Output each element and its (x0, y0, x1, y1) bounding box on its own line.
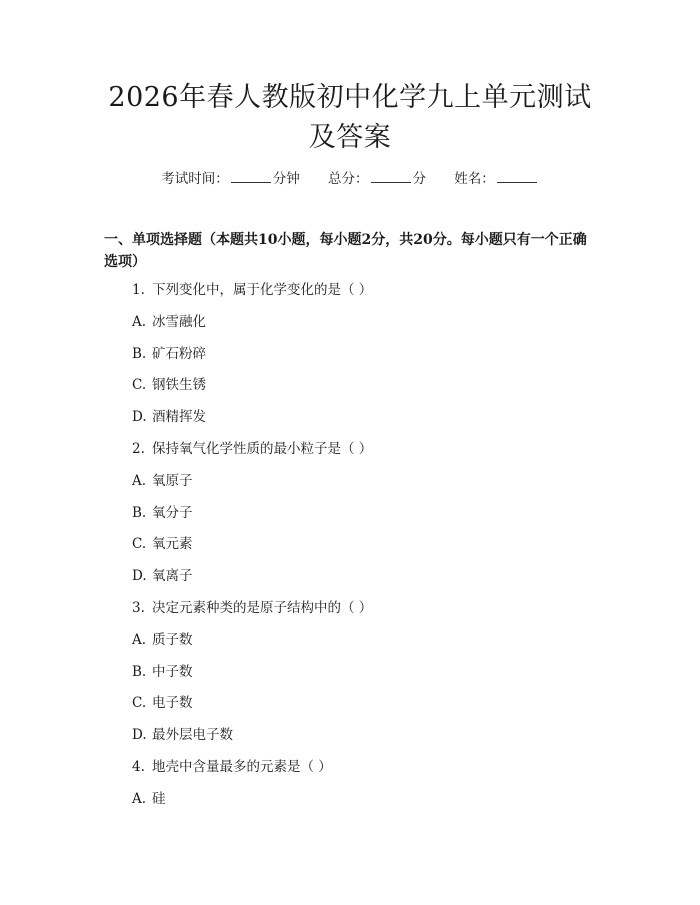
answer-option[interactable] (132, 343, 572, 375)
question-text: 决定元素种类的是原子结构中的（ ） (152, 599, 373, 616)
option-text: 电子数 (152, 695, 193, 712)
option-text: 氧分子 (152, 504, 193, 521)
option-text: 氧元素 (152, 536, 193, 553)
answer-option[interactable] (132, 724, 572, 756)
answer-option[interactable] (132, 565, 572, 597)
option-letter: A. (132, 472, 147, 489)
question-stem (132, 597, 572, 629)
option-letter: A. (132, 631, 147, 648)
total-score-field (328, 168, 426, 189)
total-score-unit: 分 (412, 171, 426, 187)
answer-option[interactable] (132, 502, 572, 534)
exam-time-field (161, 168, 300, 189)
exam-time-blank[interactable] (231, 168, 271, 183)
answer-option[interactable] (132, 470, 572, 502)
question-number: 3. (132, 599, 145, 616)
option-letter: C. (132, 695, 147, 712)
exam-time-label: 考试时间： (161, 171, 229, 187)
name-field (454, 168, 539, 189)
option-text: 钢铁生锈 (152, 377, 206, 394)
question-stem (132, 279, 572, 311)
answer-option[interactable] (132, 692, 572, 724)
answer-option[interactable] (132, 629, 572, 661)
question-stem (132, 438, 572, 470)
option-text: 最外层电子数 (152, 727, 233, 744)
option-text: 冰雪融化 (152, 313, 206, 330)
option-text: 质子数 (152, 631, 193, 648)
answer-option[interactable] (132, 406, 572, 438)
option-text: 矿石粉碎 (152, 345, 206, 362)
option-letter: A. (132, 313, 147, 330)
question-number: 4. (132, 758, 145, 775)
option-text: 氧离子 (152, 568, 193, 585)
question-text: 地壳中含量最多的元素是（ ） (152, 758, 332, 775)
option-letter: B. (132, 504, 147, 521)
option-letter: D. (132, 727, 147, 744)
option-text: 硅 (152, 790, 166, 807)
question-list (132, 279, 572, 820)
option-letter: B. (132, 663, 147, 680)
section-heading: 一、单项选择题（本题共10小题，每小题2分，共20分。每小题只有一个正确选项） (104, 232, 587, 270)
answer-option[interactable] (132, 788, 572, 820)
total-score-label: 总分： (328, 171, 369, 187)
option-text: 氧原子 (152, 472, 193, 489)
name-label: 姓名： (454, 171, 495, 187)
answer-option[interactable] (132, 533, 572, 565)
question-text: 保持氧气化学性质的最小粒子是（ ） (152, 440, 373, 457)
name-blank[interactable] (497, 168, 537, 183)
option-letter: D. (132, 409, 147, 426)
question-text: 下列变化中，属于化学变化的是（ ） (152, 282, 373, 298)
answer-option[interactable] (132, 311, 572, 343)
option-letter: A. (132, 790, 147, 807)
option-letter: B. (132, 345, 147, 362)
answer-option[interactable] (132, 661, 572, 693)
question-number: 1. (132, 282, 145, 298)
exam-time-unit: 分钟 (272, 171, 300, 187)
question-number: 2. (132, 440, 145, 457)
exam-meta (0, 168, 700, 189)
answer-option[interactable] (132, 374, 572, 406)
option-text: 酒精挥发 (152, 409, 206, 426)
document-title: 2026年春人教版初中化学九上单元测试及答案 (108, 82, 592, 153)
option-text: 中子数 (152, 663, 193, 680)
option-letter: C. (132, 536, 147, 553)
option-letter: C. (132, 377, 147, 394)
total-score-blank[interactable] (371, 168, 411, 183)
question-stem (132, 756, 572, 788)
option-letter: D. (132, 568, 147, 585)
